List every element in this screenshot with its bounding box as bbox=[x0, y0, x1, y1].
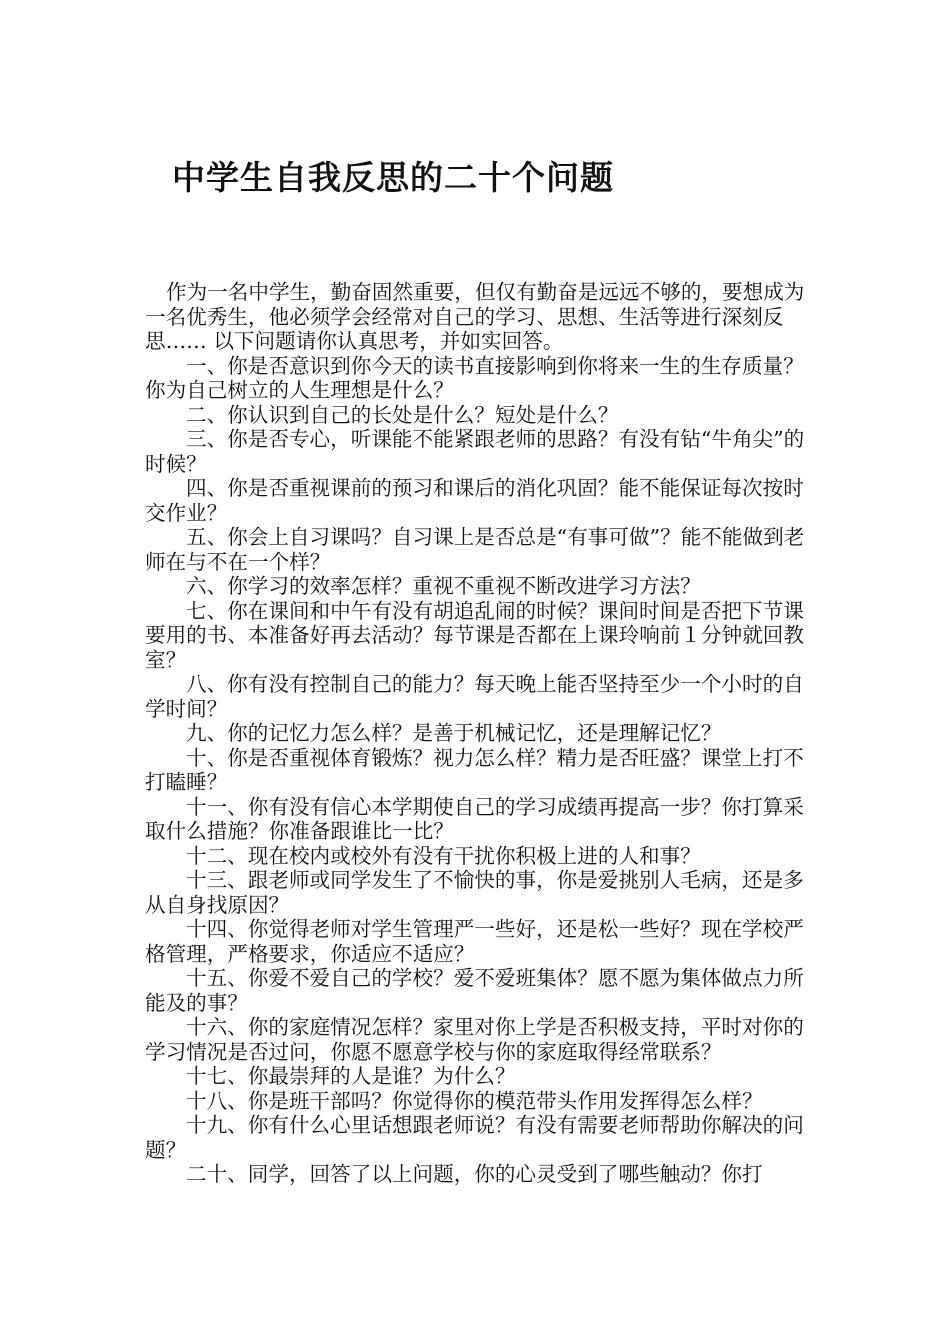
document-body bbox=[145, 280, 815, 1187]
question-2: 二、你认识到自己的长处是什么？短处是什么？ bbox=[186, 402, 619, 427]
question-12: 十二、现在校内或校外有没有干扰你积极上进的人和事？ bbox=[186, 843, 701, 868]
question-13: 十三、跟老师或同学发生了不愉快的事，你是爱挑别人毛病，还是多从自身找原因？ bbox=[145, 868, 804, 917]
question-18: 十八、你是班干部吗？你觉得你的模范带头作用发挥得怎么样？ bbox=[186, 1088, 763, 1113]
question-17: 十七、你最崇拜的人是谁？为什么？ bbox=[186, 1064, 516, 1088]
intro-paragraph: 作为一名中学生，勤奋固然重要，但仅有勤奋是远远不够的，要想成为一名优秀生，他必须学会经常对自己的学习、思想、生活等进行深刻反思…… 以下问题请你认真思考，并如实回答。 bbox=[145, 280, 805, 353]
question-4: 四、你是否重视课前的预习和课后的消化巩固？能不能保证每次按时交作业？ bbox=[145, 476, 804, 525]
question-9: 九、你的记忆力怎么样？是善于机械记忆，还是理解记忆？ bbox=[186, 721, 722, 745]
question-7: 七、你在课间和中午有没有胡追乱闹的时候？课间时间是否把下节课要用的书、本准备好再去活动？每节课是否都在上课玲响前１分钟就回教室？ bbox=[145, 598, 804, 672]
document-title: 中学生自我反思的二十个问题 bbox=[172, 158, 614, 197]
question-14: 十四、你觉得老师对学生管理严一些好，还是松一些好？现在学校严格管理，严格要求，你适应不适应？ bbox=[145, 917, 804, 966]
question-3: 三、你是否专心，听课能不能紧跟老师的思路？有没有钻“牛角尖”的时候？ bbox=[145, 427, 805, 476]
question-16: 十六、你的家庭情况怎样？家里对你上学是否积极支持，平时对你的学习情况是否过问，你愿不愿意学校与你的家庭取得经常联系？ bbox=[145, 1015, 804, 1064]
question-11: 十一、你有没有信心本学期使自己的学习成绩再提高一步？你打算采取什么措施？你准备跟谁比一比？ bbox=[145, 794, 804, 843]
question-10: 十、你是否重视体育锻炼？视力怎么样？精力是否旺盛？课堂上打不打瞌睡？ bbox=[145, 745, 804, 794]
question-1: 一、你是否意识到你今天的读书直接影响到你将来一生的生存质量？你为自己树立的人生理想是什么？ bbox=[145, 353, 804, 402]
question-6: 六、你学习的效率怎样？重视不重视不断改进学习方法？ bbox=[186, 574, 701, 598]
question-20: 二十、同学，回答了以上问题，你的心灵受到了哪些触动？你打 bbox=[186, 1162, 763, 1186]
question-8: 八、你有没有控制自己的能力？每天晚上能否坚持至少一个小时的自学时间？ bbox=[145, 672, 804, 721]
question-5: 五、你会上自习课吗？自习课上是否总是“有事可做”？能不能做到老师在与不在一个样？ bbox=[145, 525, 805, 574]
question-15: 十五、你爱不爱自己的学校？爱不爱班集体？愿不愿为集体做点力所能及的事？ bbox=[145, 966, 804, 1015]
question-19: 十九、你有什么心里话想跟老师说？有没有需要老师帮助你解决的问题？ bbox=[145, 1113, 804, 1162]
